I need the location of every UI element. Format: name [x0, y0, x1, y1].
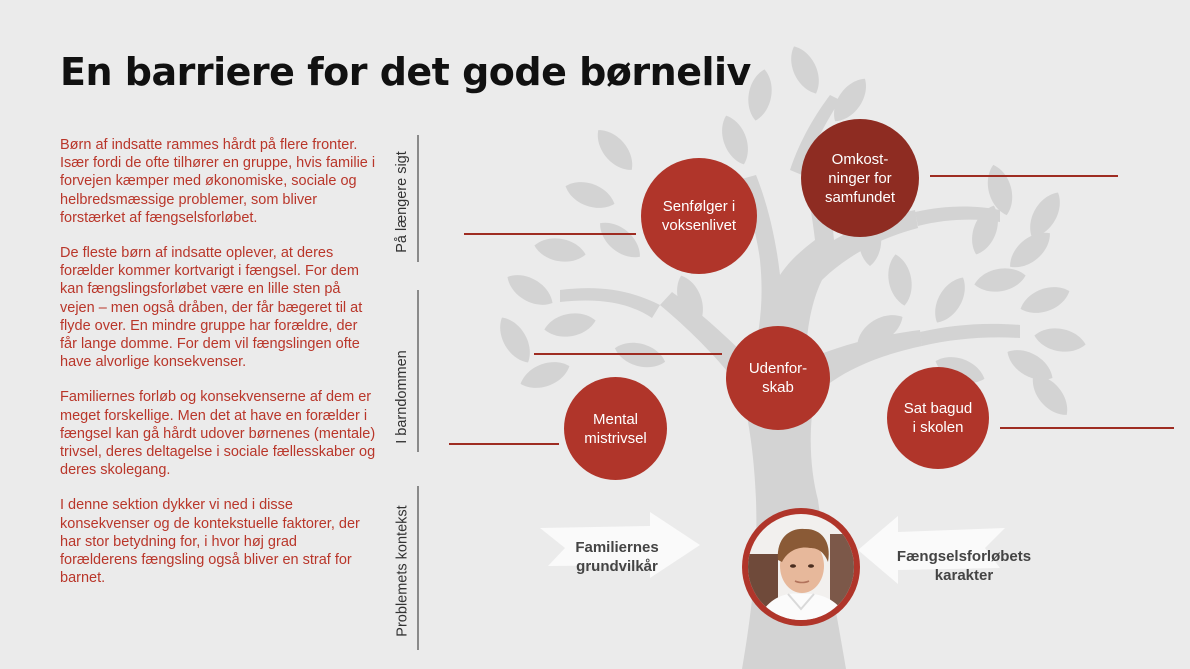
node-skolen: Sat bagud i skolen	[887, 367, 989, 469]
arrow-label-faengselsforlobets: Fængselsforløbets karakter	[896, 548, 1032, 584]
page-title: En barriere for det gode børneliv	[60, 50, 751, 94]
connector-udenforskab	[534, 353, 722, 355]
node-omkostninger: Omkost- ninger for samfundet	[801, 119, 919, 237]
axis-label-childhood: I barndommen	[394, 350, 410, 444]
connector-senfolger	[464, 233, 636, 235]
paragraph: Familiernes forløb og konsekvenserne af dem er meget forskellige. Men det at have en forælder i fængsel kan gå hårdt udover børnenes (mentale) trivsel, deres deltagelse i sociale fællesskaber og deres skolegang.	[60, 389, 376, 479]
axis-label-long-term: På længere sigt	[394, 151, 410, 253]
divider-context	[417, 486, 419, 650]
node-senfolger: Senfølger i voksenlivet	[641, 158, 757, 274]
node-udenforskab: Udenfor- skab	[726, 326, 830, 430]
connector-omkostninger	[930, 175, 1118, 177]
paragraph: Børn af indsatte rammes hårdt på flere fronter. Især fordi de ofte tilhører en gruppe, hvis familie i forvejen kæmper med økonomiske, sociale og helbredsmæssige problemer, som bliver forstærket af fængselsforløbet.	[60, 137, 376, 226]
connector-skolen	[1000, 427, 1174, 429]
paragraph: I denne sektion dykker vi ned i disse konsekvenser og de kontekstuelle faktorer, der har stor betydning for, i hvor høj grad forælderens fængsling også bliver en straf for barnet.	[60, 497, 360, 587]
node-mental: Mental mistrivsel	[564, 377, 667, 480]
paragraph: De fleste børn af indsatte oplever, at deres forælder kommer kortvarigt i fængsel. For dem kan fængslingsforløbet være en lille sten på vejen – men også dråben, der får bægeret til at flyde over. En mindre gruppe har forældre, der får lange domme. For dem vil fængslingen ofte have alvorlige konsekvenser.	[60, 245, 363, 371]
axis-label-context: Problemets kontekst	[394, 505, 411, 637]
boy-photo	[742, 508, 860, 626]
boy-portrait	[748, 514, 854, 620]
body-text	[60, 136, 378, 604]
connector-mental	[449, 443, 559, 445]
divider-childhood	[417, 290, 419, 452]
divider-long-term	[417, 135, 419, 262]
arrow-label-familiernes: Familiernes grundvilkår	[575, 539, 659, 575]
